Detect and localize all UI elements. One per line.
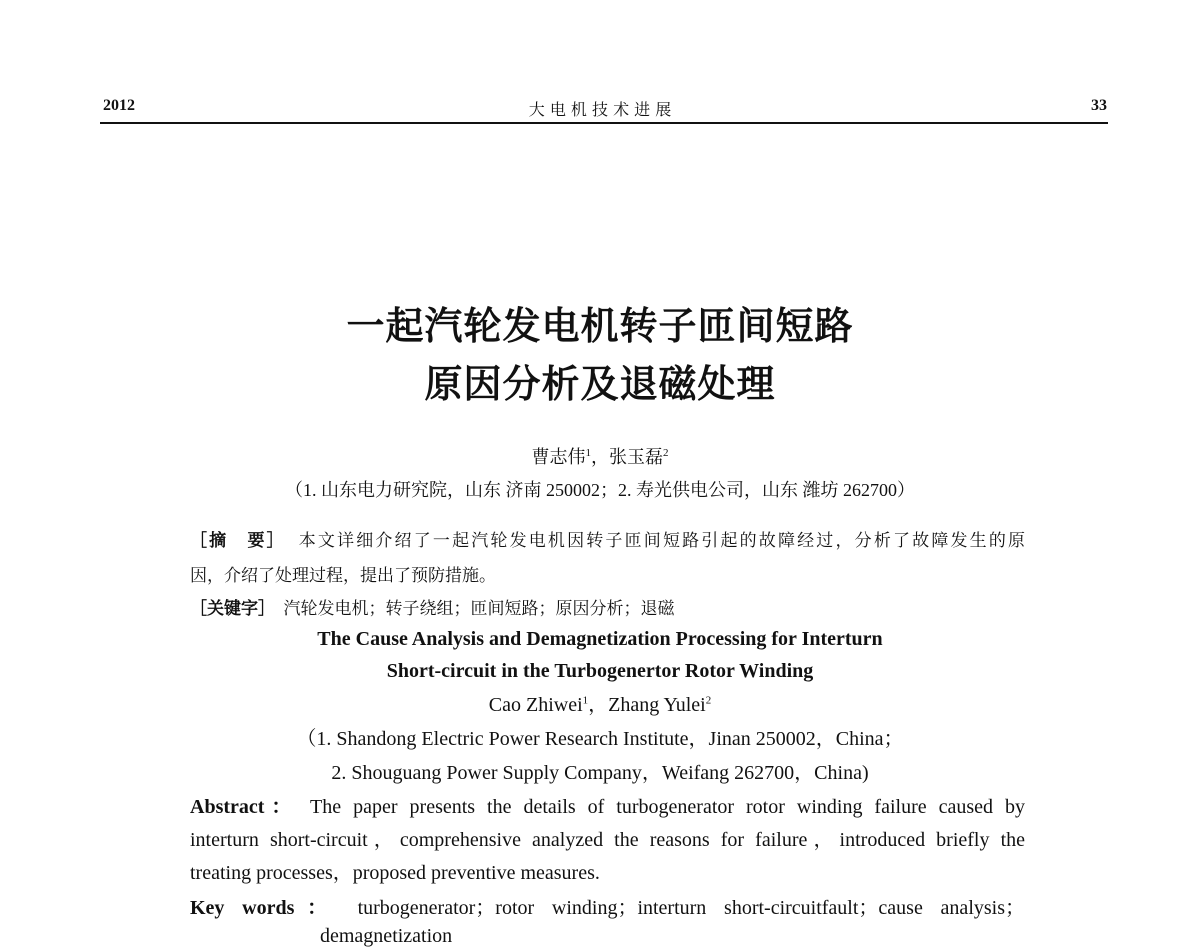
- abstract-en-line1: [190, 790, 1025, 819]
- abstract-en-label: Abstract：: [190, 796, 299, 818]
- author: Cao Zhiwei: [488, 694, 583, 716]
- header-year: 2012: [103, 97, 135, 114]
- title-cn-line1: 一起汽轮发电机转子匝间短路: [346, 304, 854, 348]
- title-en-line1: The Cause Analysis and Demagnetization Processing for Interturn: [317, 628, 883, 650]
- abstract-en-line2: interturn short-circuit，comprehensive analyzed the reasons for failure，introduced briefly the: [190, 829, 1025, 851]
- author-sup: 1: [585, 447, 591, 459]
- affiliation-en-2: 2. Shouguang Power Supply Company，Weifang 262700，China): [331, 762, 869, 784]
- author: Zhang Yulei: [608, 694, 706, 716]
- author-sup: 1: [582, 694, 589, 707]
- sep: ，: [591, 447, 609, 467]
- authors-en: [0, 688, 1200, 717]
- author: 曹志伟: [531, 447, 586, 467]
- header-journal: 大 电 机 技 术 进 展: [528, 100, 672, 119]
- abstract-en-text: The paper presents the details of turbogenerator rotor winding failure caused by: [310, 796, 1026, 818]
- keywords-en-text: turbogenerator；rotor winding；interturn short-circuitfault；cause analysis；: [357, 897, 1025, 919]
- affiliation-en-1: （1. Shandong Electric Power Research Institute，Jinan 250002，China；: [296, 728, 904, 750]
- keywords-en-line2: demagnetization: [320, 925, 453, 947]
- header-page: 33: [1091, 97, 1107, 114]
- author-sup: 2: [663, 447, 669, 459]
- affiliation-cn: （1. 山东电力研究院，山东 济南 250002；2. 寿光供电公司，山东 潍坊 262700）: [285, 480, 915, 500]
- keywords-en-label: Key words：: [190, 897, 340, 919]
- header-rule: [100, 122, 1108, 124]
- keywords-cn-text: 汽轮发电机；转子绕组；匝间短路；原因分析；退磁: [283, 599, 675, 618]
- title-en-line2: Short-circuit in the Turbogenertor Rotor Winding: [386, 660, 814, 682]
- keywords-cn: [190, 594, 675, 619]
- keywords-en: [190, 891, 1025, 920]
- abstract-cn-line1: [190, 526, 1025, 551]
- abstract-en-line3: treating processes，proposed preventive measures.: [190, 862, 600, 884]
- abstract-cn-line2: 因，介绍了处理过程，提出了预防措施。: [190, 566, 496, 585]
- title-cn-line2: 原因分析及退磁处理: [424, 362, 776, 406]
- keywords-cn-label: ［关键字］: [190, 599, 275, 618]
- abstract-cn-text: 本文详细介绍了一起汽轮发电机因转子匝间短路引起的故障经过，分析了故障发生的原: [298, 531, 1026, 550]
- authors-cn: [0, 443, 1200, 469]
- author: 张玉磊: [609, 447, 663, 467]
- abstract-cn-label: ［摘 要］: [190, 531, 286, 550]
- sep: ，: [588, 694, 609, 716]
- author-sup: 2: [705, 694, 712, 707]
